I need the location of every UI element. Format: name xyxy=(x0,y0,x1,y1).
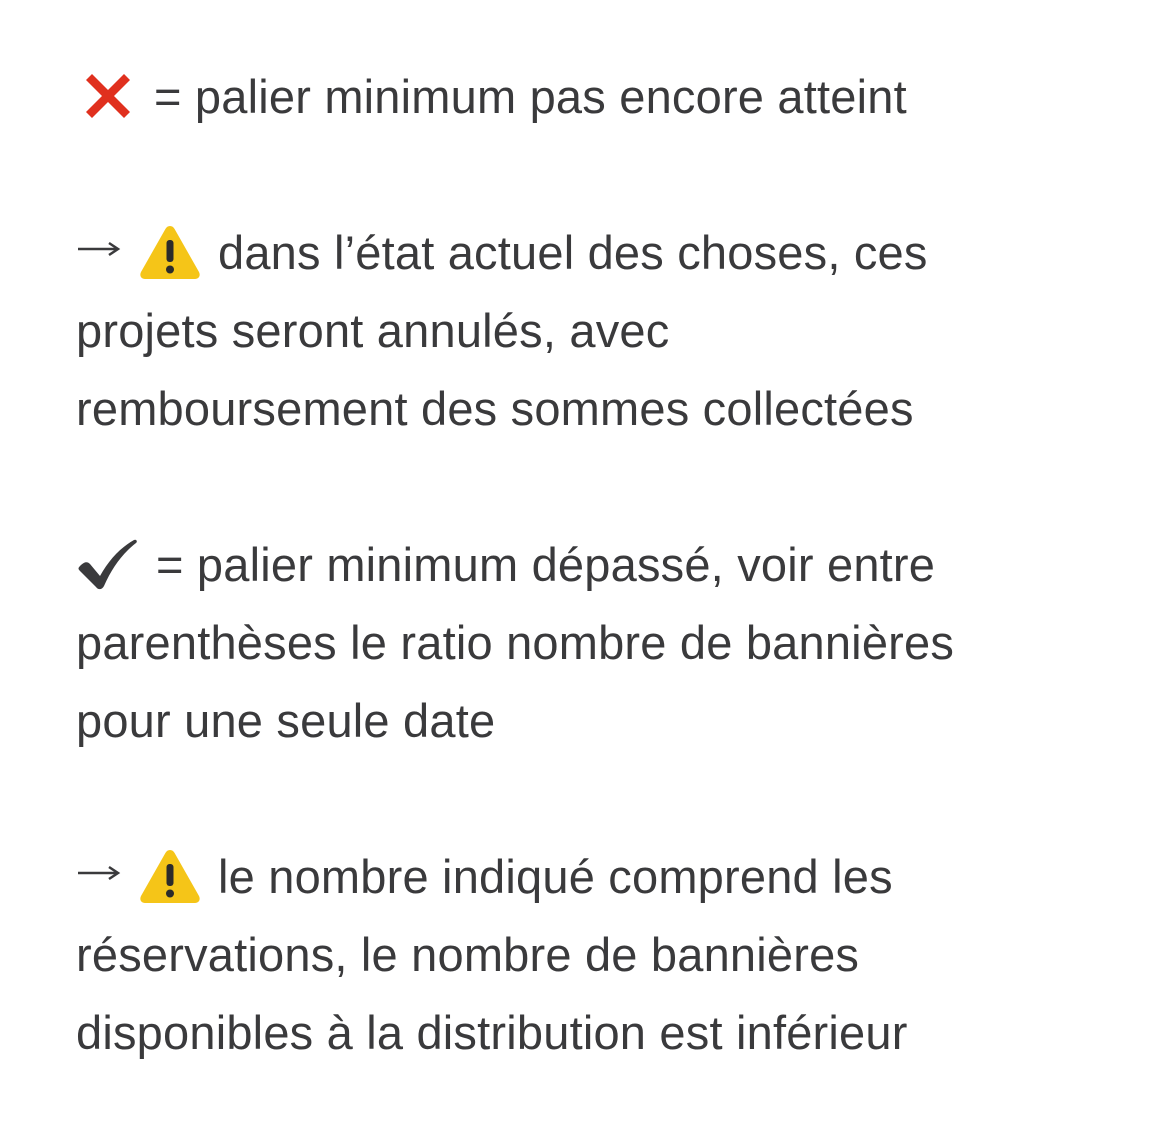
right-arrow-icon xyxy=(76,862,122,884)
legend-text-line: le nombre indiqué comprend les xyxy=(218,850,893,903)
cross-mark-icon xyxy=(76,64,140,128)
legend-text-line: dans l’état actuel des choses, ces xyxy=(218,226,928,279)
right-arrow-icon xyxy=(76,238,122,260)
check-mark-icon xyxy=(76,538,140,590)
legend-item-cancellation-warning xyxy=(76,214,1116,448)
legend-text-line: parenthèses le ratio nombre de bannières xyxy=(76,616,955,669)
legend-text-line: réservations, le nombre de bannières xyxy=(76,928,860,981)
legend-text-line: remboursement des sommes collectées xyxy=(76,382,914,435)
legend-item-reached xyxy=(76,526,1116,760)
legend-note xyxy=(76,58,1116,1072)
legend-item-reservation-warning xyxy=(76,838,1116,1072)
legend-text-line: = palier minimum pas encore atteint xyxy=(154,70,907,123)
legend-text-line: pour une seule date xyxy=(76,694,496,747)
legend-text-line: disponibles à la distribution est inférieur xyxy=(76,1006,908,1059)
legend-text-line: = palier minimum dépassé, voir entre xyxy=(156,538,936,591)
legend-text-line: projets seront annulés, avec xyxy=(76,304,670,357)
legend-item-not-reached xyxy=(76,58,1116,136)
warning-icon xyxy=(138,223,202,281)
warning-icon xyxy=(138,847,202,905)
